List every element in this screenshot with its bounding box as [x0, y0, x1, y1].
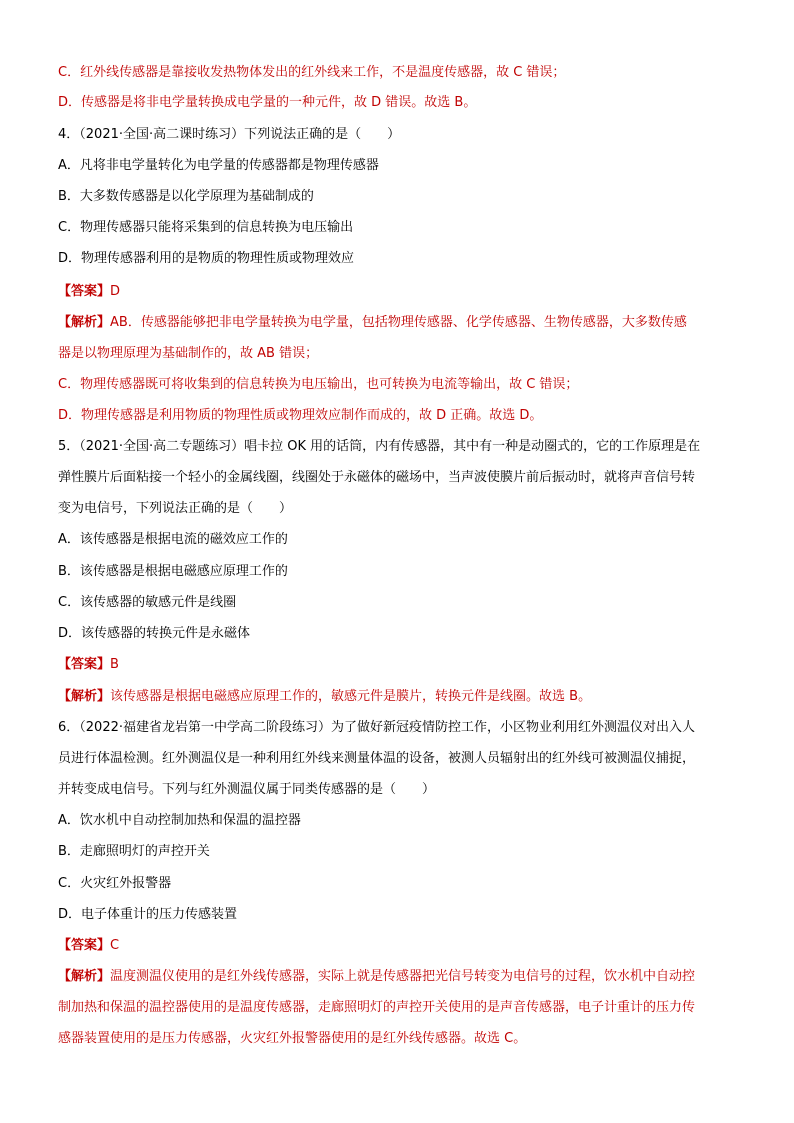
explanation-line: D．物理传感器是利用物质的物理性质或物理效应制作而成的，故 D 正确。故选 D。 — [58, 408, 543, 423]
explanation-line: 器是以物理原理为基础制作的，故 AB 错误； — [58, 346, 319, 361]
explanation-line: 感器装置使用的是压力传感器，火灾红外报警器使用的是红外线传感器。故选 C。 — [58, 1031, 527, 1046]
question-6-stem: 6．（2022·福建省龙岩第一中学高二阶段练习）为了做好新冠疫情防控工作，小区物业利用红外测温仪对出入人 — [58, 720, 695, 735]
question-6-answer: 【答案】C — [58, 938, 120, 953]
question-5-option-d: D．该传感器的转换元件是永磁体 — [58, 626, 251, 641]
question-5-answer: 【答案】B — [58, 657, 119, 672]
explanation-line: D．传感器是将非电学量转换成电学量的一种元件，故 D 错误。故选 B。 — [58, 95, 477, 110]
question-4-option-a: A．凡将非电学量转化为电学量的传感器都是物理传感器 — [58, 158, 379, 173]
question-4-answer: 【答案】D — [58, 284, 121, 299]
question-5-stem: 弹性膜片后面粘接一个轻小的金属线圈，线圈处于永磁体的磁场中，当声波使膜片前后振动时，就将声音信号转 — [58, 470, 696, 485]
question-5-option-b: B．该传感器是根据电磁感应原理工作的 — [58, 564, 288, 579]
question-4-option-c: C．物理传感器只能将采集到的信息转换为电压输出 — [58, 220, 354, 235]
question-5-stem: 变为电信号，下列说法正确的是（ ） — [58, 501, 293, 516]
explanation-line: C．红外线传感器是靠接收发热物体发出的红外线来工作，不是温度传感器，故 C 错误； — [58, 65, 566, 80]
answer-tag: 【答案】 — [58, 657, 111, 672]
analysis-tag: 【解析】 — [58, 969, 111, 984]
question-4-analysis: 【解析】AB．传感器能够把非电学量转换为电学量，包括物理传感器、化学传感器、生物传感器，大多数传感 — [58, 315, 687, 330]
analysis-tag: 【解析】 — [58, 689, 111, 704]
explanation-line: 制加热和保温的温控器使用的是温度传感器，走廊照明灯的声控开关使用的是声音传感器，电子计重计的压力传 — [58, 1000, 696, 1015]
question-6-stem: 并转变成电信号。下列与红外测温仪属于同类传感器的是（ ） — [58, 782, 436, 797]
question-5-stem: 5．（2021·全国·高二专题练习）唱卡拉 OK 用的话筒，内有传感器，其中有一种是动圈式的，它的工作原理是在 — [58, 439, 701, 454]
analysis-tag: 【解析】 — [58, 315, 111, 330]
question-4-option-b: B．大多数传感器是以化学原理为基础制成的 — [58, 189, 314, 204]
question-4-option-d: D．物理传感器利用的是物质的物理性质或物理效应 — [58, 251, 355, 266]
answer-tag: 【答案】 — [58, 284, 111, 299]
answer-tag: 【答案】 — [58, 938, 111, 953]
question-6-option-a: A．饮水机中自动控制加热和保温的温控器 — [58, 813, 301, 828]
question-6-option-c: C．火灾红外报警器 — [58, 876, 172, 891]
question-5-analysis: 【解析】该传感器是根据电磁感应原理工作的，敏感元件是膜片，转换元件是线圈。故选 B。 — [58, 689, 592, 704]
question-6-analysis: 【解析】温度测温仪使用的是红外线传感器，实际上就是传感器把光信号转变为电信号的过程，饮水机中自动控 — [58, 969, 696, 984]
question-6-option-d: D．电子体重计的压力传感装置 — [58, 907, 238, 922]
question-5-option-c: C．该传感器的敏感元件是线圈 — [58, 595, 237, 610]
question-5-option-a: A．该传感器是根据电流的磁效应工作的 — [58, 532, 288, 547]
explanation-line: C．物理传感器既可将收集到的信息转换为电压输出，也可转换为电流等输出，故 C 错误； — [58, 377, 579, 392]
question-6-stem: 员进行体温检测。红外测温仪是一种利用红外线来测量体温的设备，被测人员辐射出的红外线可被测温仪捕捉， — [58, 751, 696, 766]
question-4-stem: 4．（2021·全国·高二课时练习）下列说法正确的是（ ） — [58, 127, 401, 142]
question-6-option-b: B．走廊照明灯的声控开关 — [58, 844, 210, 859]
